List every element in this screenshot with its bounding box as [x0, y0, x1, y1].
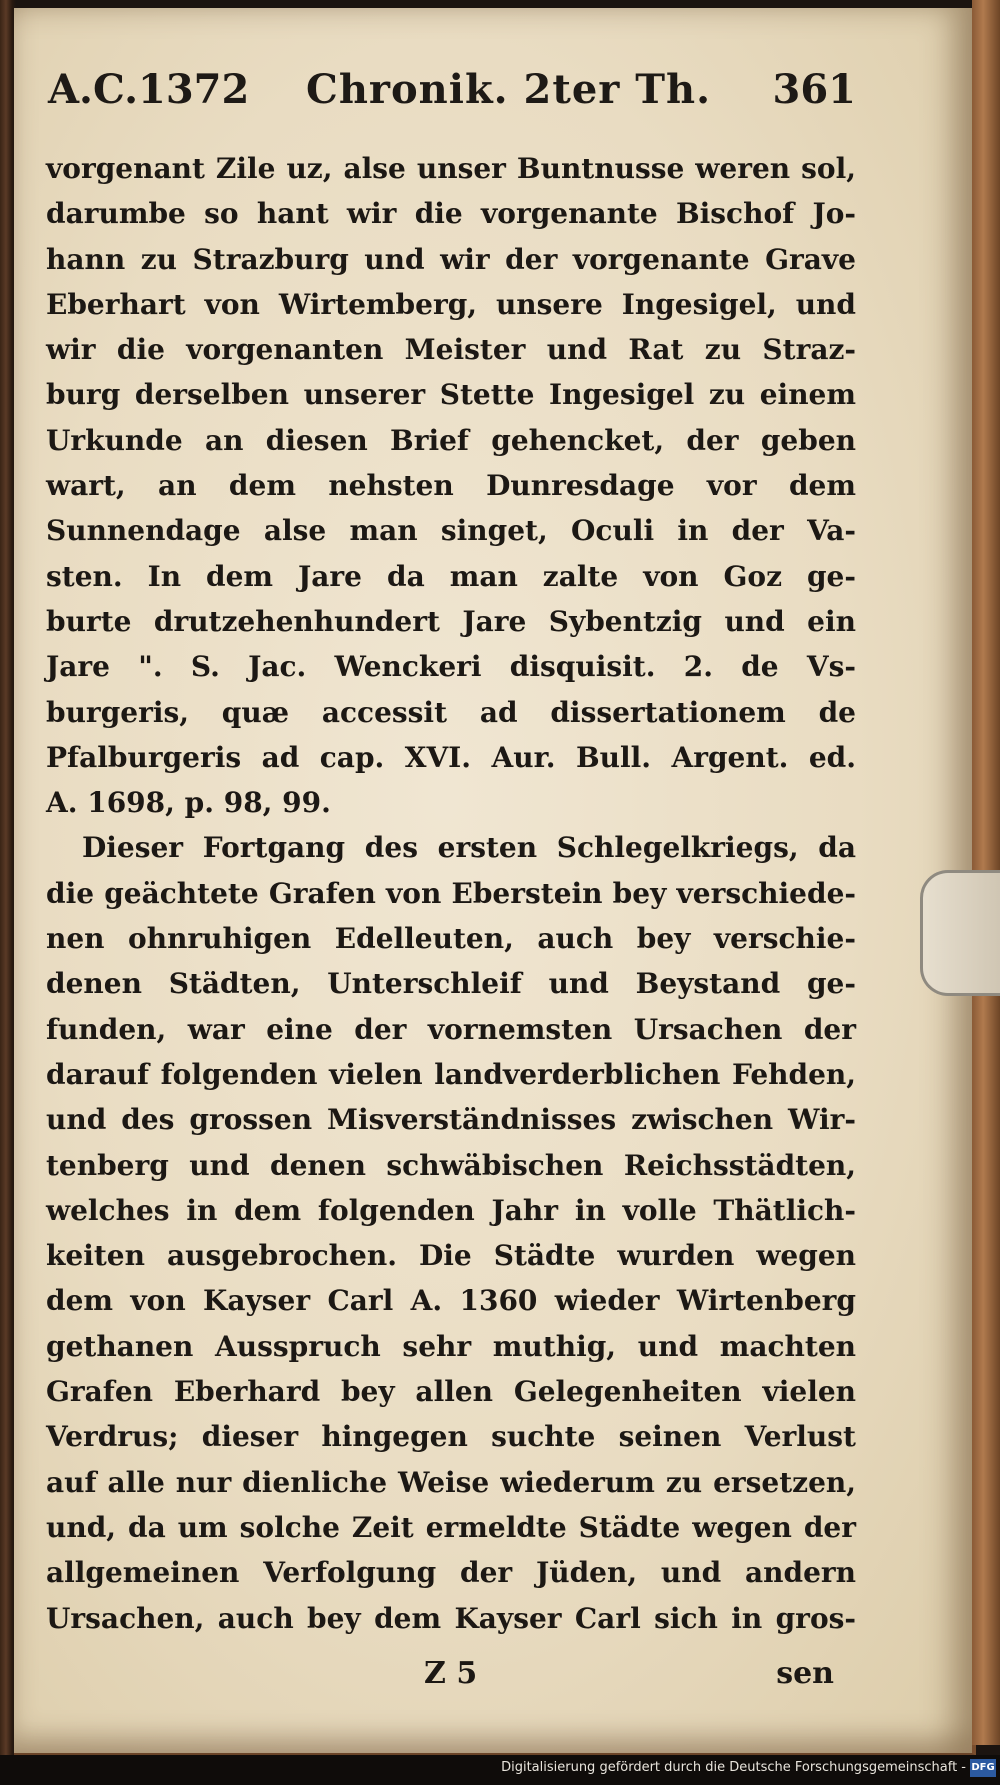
text-line: welches in dem folgenden Jahr in volle Thätlich- — [46, 1193, 856, 1227]
header-title: Chronik. 2ter Th. — [306, 66, 712, 113]
text-line: Eberhart von Wirtemberg, unsere Ingesigel, und — [46, 287, 856, 321]
text-line: dem von Kayser Carl A. 1360 wieder Wirtenberg — [46, 1284, 856, 1318]
text-line: Ursachen, auch bey dem Kayser Carl sich in gros- — [46, 1601, 856, 1635]
text-line: Sunnendage alse man singet, Oculi in der Va- — [46, 514, 856, 548]
text-line: darauf folgenden vielen landverderblichen Fehden, — [46, 1057, 856, 1091]
text-line: burte drutzehenhundert Jare Sybentzig und ein — [46, 604, 856, 638]
text-line: Grafen Eberhard bey allen Gelegenheiten vielen — [46, 1375, 856, 1409]
paragraph-start-line: Dieser Fortgang des ersten Schlegelkriegs, da — [82, 831, 856, 865]
text-line: burg derselben unserer Stette Ingesigel zu einem — [46, 378, 856, 412]
book-clasp — [920, 870, 1000, 996]
text-line: hann zu Strazburg und wir der vorgenante Grave — [46, 242, 856, 276]
text-line: gethanen Ausspruch sehr muthig, und machten — [46, 1329, 856, 1363]
credit-text: Digitalisierung gefördert durch die Deutsche Forschungsgemeinschaft - — [501, 1760, 966, 1775]
text-line: allgemeinen Verfolgung der Jüden, und andern — [46, 1556, 856, 1590]
text-line: Pfalburgeris ad cap. XVI. Aur. Bull. Argent. ed. — [46, 740, 856, 774]
text-line: und, da um solche Zeit ermeldte Städte wegen der — [46, 1510, 856, 1544]
page-body-text — [46, 146, 856, 1641]
text-line: auf alle nur dienliche Weise wiederum zu ersetzen, — [46, 1465, 856, 1499]
page-footer-marks — [14, 1656, 834, 1702]
text-line: wart, an dem nehsten Dunresdage vor dem — [46, 469, 856, 503]
text-line: denen Städten, Unterschleif und Beystand ge- — [46, 967, 856, 1001]
text-line: darumbe so hant wir die vorgenante Bischof Jo- — [46, 197, 856, 231]
text-line: Jare ". S. Jac. Wenckeri disquisit. 2. de Vs- — [46, 650, 856, 684]
text-line: nen ohnruhigen Edelleuten, auch bey verschie- — [46, 922, 856, 956]
text-line: A. 1698, p. 98, 99. — [46, 786, 331, 820]
header-year: A.C.1372 — [48, 66, 250, 113]
text-line: Verdrus; dieser hingegen suchte seinen Verlust — [46, 1420, 856, 1454]
text-line: Urkunde an diesen Brief gehencket, der geben — [46, 423, 856, 457]
text-line: tenberg und denen schwäbischen Reichsstädten, — [46, 1148, 856, 1182]
text-line: funden, war eine der vornemsten Ursachen der — [46, 1012, 856, 1046]
text-line: keiten ausgebrochen. Die Städte wurden wegen — [46, 1239, 856, 1273]
book-page — [14, 8, 976, 1756]
text-line: vorgenant Zile uz, alse unser Buntnusse weren sol, — [46, 152, 856, 185]
signature-mark: Z 5 — [424, 1656, 478, 1691]
dfg-logo: DFG — [970, 1759, 996, 1777]
text-line: die geächtete Grafen von Eberstein bey verschiede- — [46, 876, 856, 910]
digitization-credit-bar — [0, 1755, 1000, 1785]
text-line: burgeris, quæ accessit ad dissertationem de — [46, 695, 856, 729]
text-line: wir die vorgenanten Meister und Rat zu Straz- — [46, 333, 856, 367]
running-header — [36, 66, 856, 126]
page-number: 361 — [772, 66, 856, 113]
catchword: sen — [776, 1656, 834, 1691]
text-line: und des grossen Misverständnisses zwischen Wir- — [46, 1103, 856, 1137]
text-line: sten. In dem Jare da man zalte von Goz ge- — [46, 559, 856, 593]
